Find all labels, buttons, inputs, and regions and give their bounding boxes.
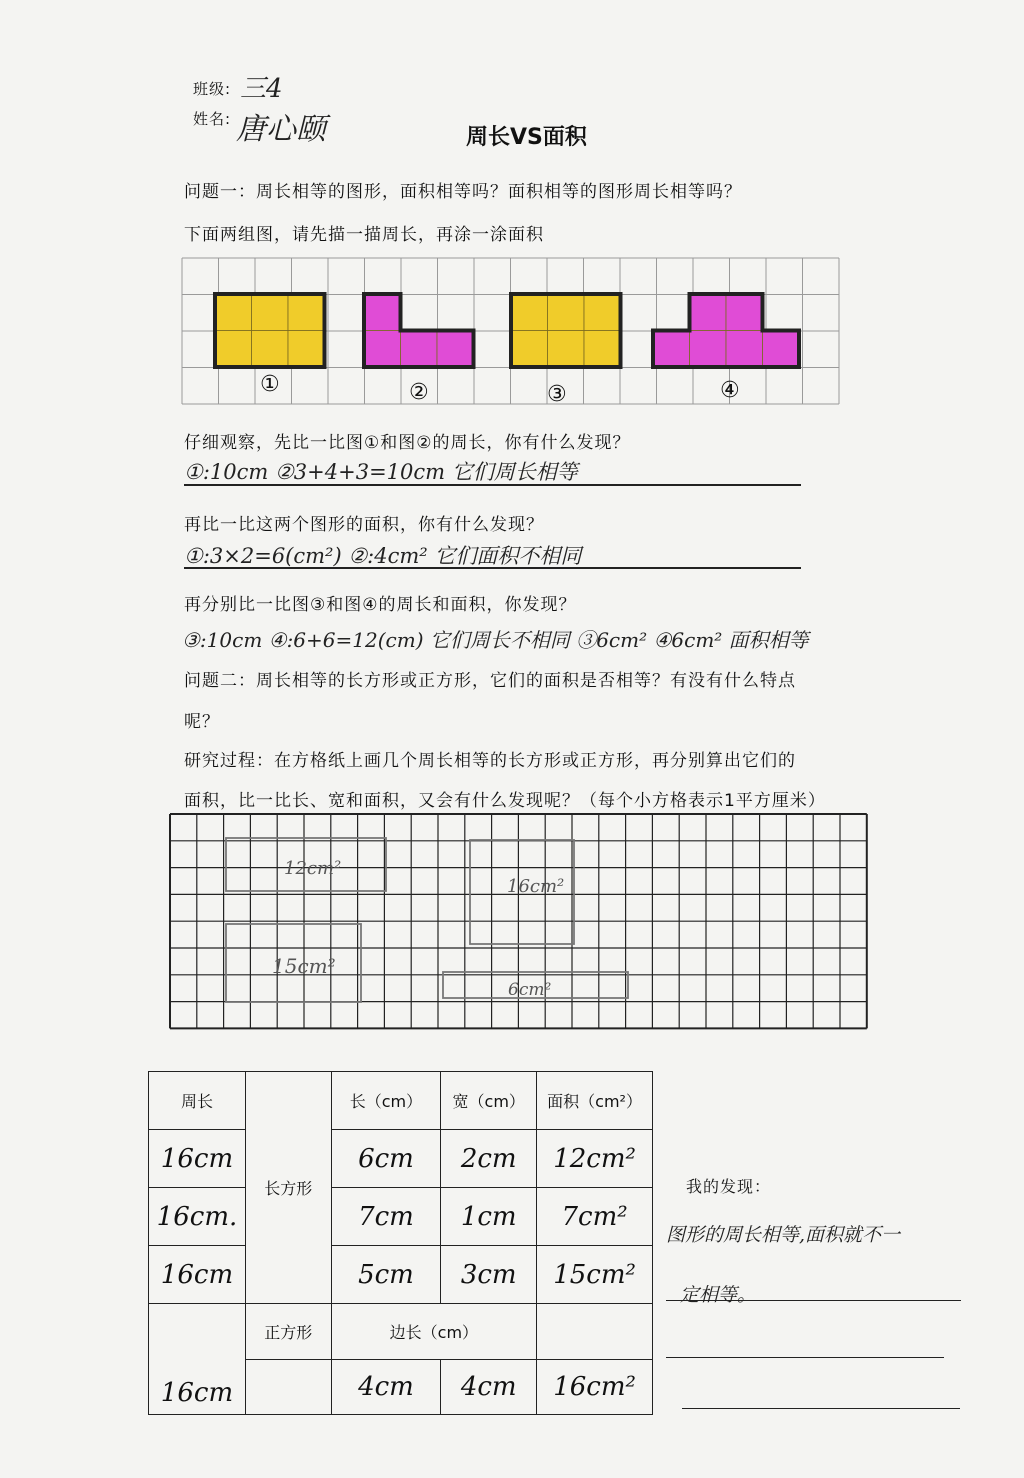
name-value: 唐心颐 xyxy=(236,112,326,147)
findings-rule-1 xyxy=(666,1300,961,1301)
shape1-cell xyxy=(215,294,252,331)
side-label: 边长（cm） xyxy=(331,1304,537,1360)
row3-width: 3cm xyxy=(441,1246,537,1304)
square-label: 正方形 xyxy=(245,1304,331,1360)
prompt-2: 再比一比这两个图形的面积，你有什么发现？ xyxy=(184,515,544,535)
record-table xyxy=(148,1071,653,1415)
header-perimeter: 周长 xyxy=(149,1072,246,1130)
shape3-cell xyxy=(548,331,585,368)
row2-width: 1cm xyxy=(441,1188,537,1246)
row1-perimeter: 16cm xyxy=(149,1130,246,1188)
shape4-cell xyxy=(690,331,727,368)
shape3-cell xyxy=(548,294,585,331)
shape-label-2: ② xyxy=(409,380,429,405)
shape2-cell xyxy=(401,331,438,368)
prompt-1: 仔细观察，先比一比图①和图②的周长，你有什么发现？ xyxy=(184,433,631,453)
answer-1: ①:10cm ②3+4+3=10cm 它们周长相等 xyxy=(184,460,578,484)
row2-perimeter: 16cm. xyxy=(149,1188,246,1246)
shape-label-3: ③ xyxy=(547,382,567,407)
shape3-cell xyxy=(584,331,621,368)
question-2-line2: 呢？ xyxy=(184,712,220,732)
row3-area: 15cm² xyxy=(537,1246,653,1304)
header-length: 长（cm） xyxy=(331,1072,441,1130)
header-area: 面积（cm²） xyxy=(537,1072,653,1130)
findings-rule-3 xyxy=(682,1408,960,1409)
row1-length: 6cm xyxy=(331,1130,441,1188)
row2-length: 7cm xyxy=(331,1188,441,1246)
square-side-2: 4cm xyxy=(441,1360,537,1415)
shape1-cell xyxy=(288,294,325,331)
research-line2: 面积，比一比长、宽和面积，又会有什么发现呢？（每个小方格表示1平方厘米） xyxy=(184,791,826,811)
shape3-cell xyxy=(584,294,621,331)
square-blank xyxy=(245,1360,331,1415)
question-1: 问题一：周长相等的图形，面积相等吗？面积相等的图形周长相等吗？ xyxy=(184,182,742,202)
square-perimeter: 16cm xyxy=(149,1304,246,1415)
square-area: 16cm² xyxy=(537,1360,653,1415)
shape-label-4: ④ xyxy=(720,378,740,403)
class-label: 班级: xyxy=(193,80,232,98)
shape-label-1: ① xyxy=(260,372,280,397)
rect-label: 长方形 xyxy=(245,1072,331,1304)
answer-2-line xyxy=(184,567,801,569)
findings-rule-2 xyxy=(666,1357,944,1358)
page-title: 周长VS面积 xyxy=(466,125,587,150)
class-value: 三4 xyxy=(240,74,283,104)
prompt-3: 再分别比一比图③和图④的周长和面积，你发现？ xyxy=(184,595,577,615)
square-side: 4cm xyxy=(331,1360,441,1415)
answer-3: ③:10cm ④:6+6=12(cm) 它们周长不相同 ③6cm² ④6cm² 面积相等 xyxy=(182,628,809,652)
row3-perimeter: 16cm xyxy=(149,1246,246,1304)
findings-line1: 图形的周长相等,面积就不一 xyxy=(666,1224,901,1246)
shape2-cell xyxy=(364,331,401,368)
question-2-line1: 问题二：周长相等的长方形或正方形，它们的面积是否相等？有没有什么特点 xyxy=(184,671,796,691)
row1-area: 12cm² xyxy=(537,1130,653,1188)
shape1-cell xyxy=(288,331,325,368)
shape1-cell xyxy=(252,294,289,331)
row2-area: 7cm² xyxy=(537,1188,653,1246)
row3-length: 5cm xyxy=(331,1246,441,1304)
shape4-cell xyxy=(763,331,800,368)
grid-label-6: 6cm² xyxy=(508,980,552,1000)
header-width: 宽（cm） xyxy=(441,1072,537,1130)
shape1-cell xyxy=(215,331,252,368)
research-line1: 研究过程：在方格纸上画几个周长相等的长方形或正方形，再分别算出它们的 xyxy=(184,751,796,771)
grid-label-16: 16cm² xyxy=(507,876,565,897)
shape4-cell xyxy=(726,294,763,331)
grid-label-12: 12cm² xyxy=(284,858,342,879)
shape4-cell xyxy=(653,331,690,368)
shape2-cell xyxy=(437,331,474,368)
findings-line2: 定相等。 xyxy=(680,1284,757,1306)
findings-label: 我的发现： xyxy=(686,1177,772,1196)
instruction: 下面两组图，请先描一描周长，再涂一涂面积 xyxy=(184,225,544,245)
answer-2: ①:3×2=6(cm²) ②:4cm² 它们面积不相同 xyxy=(184,544,582,568)
name-label: 姓名: xyxy=(193,110,232,128)
shape1-cell xyxy=(252,331,289,368)
grid-label-15: 15cm² xyxy=(272,954,336,978)
shape4-cell xyxy=(726,331,763,368)
row1-width: 2cm xyxy=(441,1130,537,1188)
shape2-cell xyxy=(364,294,401,331)
shape3-cell xyxy=(511,331,548,368)
answer-1-line xyxy=(184,484,801,486)
square-area-header xyxy=(537,1304,653,1360)
shape4-cell xyxy=(690,294,727,331)
shape3-cell xyxy=(511,294,548,331)
